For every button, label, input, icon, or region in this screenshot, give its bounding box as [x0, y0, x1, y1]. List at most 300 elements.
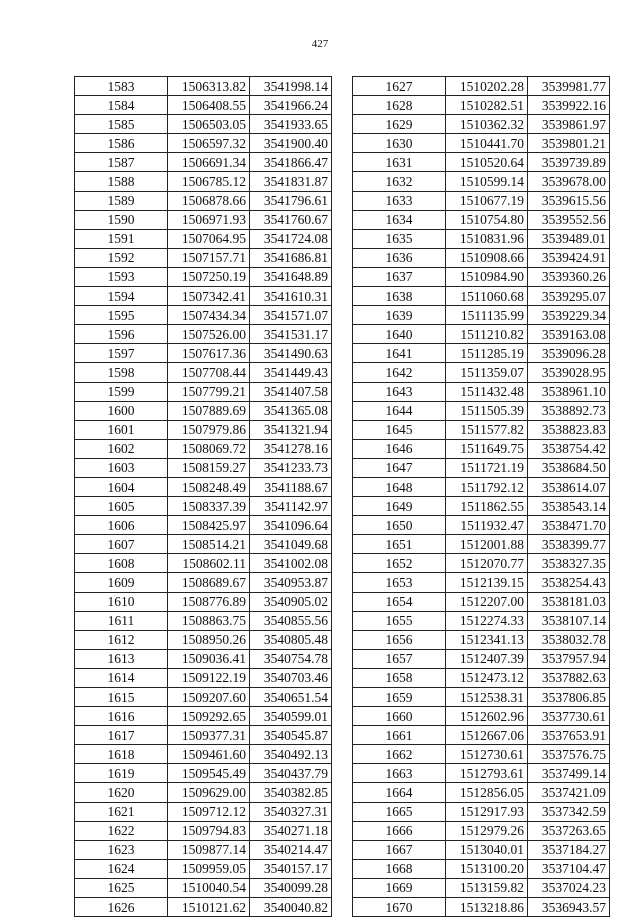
- y-coordinate-cell: 3540855.56: [250, 611, 332, 630]
- y-coordinate-cell: 3541966.24: [250, 96, 332, 115]
- y-coordinate-cell: 3538399.77: [528, 535, 610, 554]
- x-coordinate-cell: 1512139.15: [446, 573, 528, 592]
- table-row: [75, 859, 332, 878]
- table-row: [353, 649, 610, 668]
- point-number-cell: 1625: [75, 878, 168, 897]
- y-coordinate-cell: 3538181.03: [528, 592, 610, 611]
- y-coordinate-cell: 3541049.68: [250, 535, 332, 554]
- table-row: [75, 783, 332, 802]
- x-coordinate-cell: 1511060.68: [446, 287, 528, 306]
- y-coordinate-cell: 3541142.97: [250, 497, 332, 516]
- x-coordinate-cell: 1509377.31: [168, 726, 250, 745]
- y-coordinate-cell: 3537024.23: [528, 878, 610, 897]
- point-number-cell: 1598: [75, 363, 168, 382]
- x-coordinate-cell: 1506691.34: [168, 153, 250, 172]
- table-row: [353, 802, 610, 821]
- page-number: 427: [311, 38, 329, 50]
- table-row: [353, 191, 610, 210]
- y-coordinate-cell: 3537104.47: [528, 859, 610, 878]
- y-coordinate-cell: 3541096.64: [250, 516, 332, 535]
- point-number-cell: 1631: [353, 153, 446, 172]
- x-coordinate-cell: 1509712.12: [168, 802, 250, 821]
- y-coordinate-cell: 3540703.46: [250, 668, 332, 687]
- point-number-cell: 1597: [75, 344, 168, 363]
- table-row: [353, 210, 610, 229]
- point-number-cell: 1657: [353, 649, 446, 668]
- y-coordinate-cell: 3540099.28: [250, 878, 332, 897]
- table-row: [353, 77, 610, 96]
- point-number-cell: 1664: [353, 783, 446, 802]
- y-coordinate-cell: 3538961.10: [528, 382, 610, 401]
- x-coordinate-cell: 1512602.96: [446, 707, 528, 726]
- y-coordinate-cell: 3540805.48: [250, 630, 332, 649]
- table-row: [353, 592, 610, 611]
- point-number-cell: 1640: [353, 325, 446, 344]
- table-row: [75, 745, 332, 764]
- y-coordinate-cell: 3538543.14: [528, 497, 610, 516]
- table-row: [353, 745, 610, 764]
- x-coordinate-cell: 1512070.77: [446, 554, 528, 573]
- table-row: [353, 573, 610, 592]
- point-number-cell: 1624: [75, 859, 168, 878]
- x-coordinate-cell: 1512274.33: [446, 611, 528, 630]
- y-coordinate-cell: 3540754.78: [250, 649, 332, 668]
- x-coordinate-cell: 1506785.12: [168, 172, 250, 191]
- y-coordinate-cell: 3540437.79: [250, 764, 332, 783]
- x-coordinate-cell: 1513100.20: [446, 859, 528, 878]
- table-row: [353, 516, 610, 535]
- table-row: [75, 726, 332, 745]
- table-row: [75, 439, 332, 458]
- y-coordinate-cell: 3540492.13: [250, 745, 332, 764]
- table-row: [75, 821, 332, 840]
- point-number-cell: 1635: [353, 229, 446, 248]
- point-number-cell: 1655: [353, 611, 446, 630]
- point-number-cell: 1632: [353, 172, 446, 191]
- table-row: [75, 764, 332, 783]
- table-row: [75, 172, 332, 191]
- y-coordinate-cell: 3539552.56: [528, 210, 610, 229]
- x-coordinate-cell: 1512667.06: [446, 726, 528, 745]
- y-coordinate-cell: 3541998.14: [250, 77, 332, 96]
- point-number-cell: 1595: [75, 306, 168, 325]
- x-coordinate-cell: 1507064.95: [168, 229, 250, 248]
- x-coordinate-cell: 1507708.44: [168, 363, 250, 382]
- table-row: [353, 898, 610, 917]
- table-row: [353, 115, 610, 134]
- point-number-cell: 1618: [75, 745, 168, 764]
- y-coordinate-cell: 3541278.16: [250, 439, 332, 458]
- table-row: [353, 363, 610, 382]
- table-row: [75, 497, 332, 516]
- point-number-cell: 1607: [75, 535, 168, 554]
- point-number-cell: 1643: [353, 382, 446, 401]
- point-number-cell: 1604: [75, 477, 168, 496]
- x-coordinate-cell: 1506503.05: [168, 115, 250, 134]
- point-number-cell: 1606: [75, 516, 168, 535]
- table-row: [353, 668, 610, 687]
- point-number-cell: 1583: [75, 77, 168, 96]
- point-number-cell: 1630: [353, 134, 446, 153]
- x-coordinate-cell: 1506313.82: [168, 77, 250, 96]
- table-row: [75, 535, 332, 554]
- point-number-cell: 1647: [353, 458, 446, 477]
- table-row: [353, 458, 610, 477]
- point-number-cell: 1649: [353, 497, 446, 516]
- table-row: [75, 344, 332, 363]
- y-coordinate-cell: 3538327.35: [528, 554, 610, 573]
- point-number-cell: 1622: [75, 821, 168, 840]
- y-coordinate-cell: 3540040.82: [250, 898, 332, 917]
- point-number-cell: 1590: [75, 210, 168, 229]
- point-number-cell: 1601: [75, 420, 168, 439]
- x-coordinate-cell: 1511862.55: [446, 497, 528, 516]
- x-coordinate-cell: 1510121.62: [168, 898, 250, 917]
- x-coordinate-cell: 1511432.48: [446, 382, 528, 401]
- y-coordinate-cell: 3537499.14: [528, 764, 610, 783]
- x-coordinate-cell: 1508514.21: [168, 535, 250, 554]
- x-coordinate-cell: 1507250.19: [168, 267, 250, 286]
- point-number-cell: 1587: [75, 153, 168, 172]
- table-row: [75, 229, 332, 248]
- point-number-cell: 1663: [353, 764, 446, 783]
- x-coordinate-cell: 1507526.00: [168, 325, 250, 344]
- x-coordinate-cell: 1512473.12: [446, 668, 528, 687]
- x-coordinate-cell: 1506597.32: [168, 134, 250, 153]
- table-row: [353, 821, 610, 840]
- y-coordinate-cell: 3539163.08: [528, 325, 610, 344]
- point-number-cell: 1639: [353, 306, 446, 325]
- point-number-cell: 1612: [75, 630, 168, 649]
- x-coordinate-cell: 1509122.19: [168, 668, 250, 687]
- x-coordinate-cell: 1510677.19: [446, 191, 528, 210]
- point-number-cell: 1633: [353, 191, 446, 210]
- x-coordinate-cell: 1510362.32: [446, 115, 528, 134]
- x-coordinate-cell: 1511932.47: [446, 516, 528, 535]
- point-number-cell: 1661: [353, 726, 446, 745]
- table-row: [75, 115, 332, 134]
- x-coordinate-cell: 1510520.64: [446, 153, 528, 172]
- point-number-cell: 1623: [75, 840, 168, 859]
- point-number-cell: 1593: [75, 267, 168, 286]
- y-coordinate-cell: 3537421.09: [528, 783, 610, 802]
- y-coordinate-cell: 3540545.87: [250, 726, 332, 745]
- table-row: [353, 420, 610, 439]
- table-row: [353, 248, 610, 267]
- x-coordinate-cell: 1507799.21: [168, 382, 250, 401]
- x-coordinate-cell: 1513040.01: [446, 840, 528, 859]
- y-coordinate-cell: 3539922.16: [528, 96, 610, 115]
- y-coordinate-cell: 3537730.61: [528, 707, 610, 726]
- table-row: [75, 267, 332, 286]
- y-coordinate-cell: 3541490.63: [250, 344, 332, 363]
- y-coordinate-cell: 3538684.50: [528, 458, 610, 477]
- point-number-cell: 1642: [353, 363, 446, 382]
- table-row: [75, 630, 332, 649]
- y-coordinate-cell: 3539028.95: [528, 363, 610, 382]
- y-coordinate-cell: 3539739.89: [528, 153, 610, 172]
- point-number-cell: 1666: [353, 821, 446, 840]
- point-number-cell: 1634: [353, 210, 446, 229]
- point-number-cell: 1628: [353, 96, 446, 115]
- y-coordinate-cell: 3538107.14: [528, 611, 610, 630]
- y-coordinate-cell: 3539801.21: [528, 134, 610, 153]
- x-coordinate-cell: 1507434.34: [168, 306, 250, 325]
- y-coordinate-cell: 3539678.00: [528, 172, 610, 191]
- x-coordinate-cell: 1508689.67: [168, 573, 250, 592]
- x-coordinate-cell: 1508602.11: [168, 554, 250, 573]
- point-number-cell: 1602: [75, 439, 168, 458]
- y-coordinate-cell: 3537184.27: [528, 840, 610, 859]
- x-coordinate-cell: 1513159.82: [446, 878, 528, 897]
- y-coordinate-cell: 3541760.67: [250, 210, 332, 229]
- point-number-cell: 1614: [75, 668, 168, 687]
- y-coordinate-cell: 3539861.97: [528, 115, 610, 134]
- point-number-cell: 1621: [75, 802, 168, 821]
- table-row: [353, 535, 610, 554]
- coordinates-table-right: [352, 76, 610, 917]
- point-number-cell: 1644: [353, 401, 446, 420]
- point-number-cell: 1585: [75, 115, 168, 134]
- table-row: [353, 382, 610, 401]
- y-coordinate-cell: 3539360.26: [528, 267, 610, 286]
- y-coordinate-cell: 3540905.02: [250, 592, 332, 611]
- point-number-cell: 1665: [353, 802, 446, 821]
- table-row: [75, 840, 332, 859]
- table-row: [75, 401, 332, 420]
- point-number-cell: 1654: [353, 592, 446, 611]
- x-coordinate-cell: 1510599.14: [446, 172, 528, 191]
- x-coordinate-cell: 1506878.66: [168, 191, 250, 210]
- x-coordinate-cell: 1511649.75: [446, 439, 528, 458]
- point-number-cell: 1627: [353, 77, 446, 96]
- y-coordinate-cell: 3541724.08: [250, 229, 332, 248]
- x-coordinate-cell: 1512979.26: [446, 821, 528, 840]
- table-row: [75, 248, 332, 267]
- table-row: [353, 726, 610, 745]
- point-number-cell: 1648: [353, 477, 446, 496]
- x-coordinate-cell: 1512730.61: [446, 745, 528, 764]
- table-row: [353, 630, 610, 649]
- y-coordinate-cell: 3540271.18: [250, 821, 332, 840]
- y-coordinate-cell: 3540214.47: [250, 840, 332, 859]
- table-row: [353, 401, 610, 420]
- y-coordinate-cell: 3541866.47: [250, 153, 332, 172]
- y-coordinate-cell: 3539229.34: [528, 306, 610, 325]
- table-row: [75, 573, 332, 592]
- x-coordinate-cell: 1512917.93: [446, 802, 528, 821]
- x-coordinate-cell: 1509959.05: [168, 859, 250, 878]
- table-row: [353, 134, 610, 153]
- point-number-cell: 1609: [75, 573, 168, 592]
- point-number-cell: 1645: [353, 420, 446, 439]
- x-coordinate-cell: 1506408.55: [168, 96, 250, 115]
- table-row: [75, 649, 332, 668]
- table-row: [75, 191, 332, 210]
- y-coordinate-cell: 3538254.43: [528, 573, 610, 592]
- coordinates-table-left: [74, 76, 332, 917]
- point-number-cell: 1651: [353, 535, 446, 554]
- x-coordinate-cell: 1508069.72: [168, 439, 250, 458]
- point-number-cell: 1620: [75, 783, 168, 802]
- y-coordinate-cell: 3539295.07: [528, 287, 610, 306]
- table-row: [353, 878, 610, 897]
- table-row: [75, 707, 332, 726]
- y-coordinate-cell: 3539615.56: [528, 191, 610, 210]
- table-row: [353, 306, 610, 325]
- y-coordinate-cell: 3538754.42: [528, 439, 610, 458]
- table-row: [353, 325, 610, 344]
- y-coordinate-cell: 3540651.54: [250, 688, 332, 707]
- y-coordinate-cell: 3538823.83: [528, 420, 610, 439]
- x-coordinate-cell: 1509794.83: [168, 821, 250, 840]
- x-coordinate-cell: 1512341.13: [446, 630, 528, 649]
- point-number-cell: 1613: [75, 649, 168, 668]
- x-coordinate-cell: 1509877.14: [168, 840, 250, 859]
- x-coordinate-cell: 1512407.39: [446, 649, 528, 668]
- y-coordinate-cell: 3541365.08: [250, 401, 332, 420]
- table-row: [75, 898, 332, 917]
- y-coordinate-cell: 3541831.87: [250, 172, 332, 191]
- point-number-cell: 1667: [353, 840, 446, 859]
- table-row: [75, 878, 332, 897]
- y-coordinate-cell: 3540382.85: [250, 783, 332, 802]
- y-coordinate-cell: 3537882.63: [528, 668, 610, 687]
- table-row: [75, 477, 332, 496]
- x-coordinate-cell: 1510908.66: [446, 248, 528, 267]
- point-number-cell: 1599: [75, 382, 168, 401]
- table-row: [75, 153, 332, 172]
- table-row: [75, 325, 332, 344]
- point-number-cell: 1592: [75, 248, 168, 267]
- table-row: [75, 592, 332, 611]
- table-row: [75, 554, 332, 573]
- x-coordinate-cell: 1512001.88: [446, 535, 528, 554]
- x-coordinate-cell: 1509461.60: [168, 745, 250, 764]
- y-coordinate-cell: 3537653.91: [528, 726, 610, 745]
- table-row: [353, 783, 610, 802]
- x-coordinate-cell: 1510441.70: [446, 134, 528, 153]
- point-number-cell: 1659: [353, 688, 446, 707]
- x-coordinate-cell: 1507342.41: [168, 287, 250, 306]
- y-coordinate-cell: 3541002.08: [250, 554, 332, 573]
- x-coordinate-cell: 1511135.99: [446, 306, 528, 325]
- y-coordinate-cell: 3541686.81: [250, 248, 332, 267]
- point-number-cell: 1617: [75, 726, 168, 745]
- y-coordinate-cell: 3537342.59: [528, 802, 610, 821]
- point-number-cell: 1637: [353, 267, 446, 286]
- table-row: [353, 859, 610, 878]
- table-row: [75, 134, 332, 153]
- point-number-cell: 1594: [75, 287, 168, 306]
- y-coordinate-cell: 3539489.01: [528, 229, 610, 248]
- x-coordinate-cell: 1512793.61: [446, 764, 528, 783]
- y-coordinate-cell: 3540327.31: [250, 802, 332, 821]
- point-number-cell: 1660: [353, 707, 446, 726]
- y-coordinate-cell: 3538032.78: [528, 630, 610, 649]
- table-row: [353, 554, 610, 573]
- y-coordinate-cell: 3541531.17: [250, 325, 332, 344]
- x-coordinate-cell: 1508776.89: [168, 592, 250, 611]
- point-number-cell: 1652: [353, 554, 446, 573]
- y-coordinate-cell: 3541449.43: [250, 363, 332, 382]
- x-coordinate-cell: 1512856.05: [446, 783, 528, 802]
- table-row: [353, 688, 610, 707]
- y-coordinate-cell: 3541796.61: [250, 191, 332, 210]
- x-coordinate-cell: 1513218.86: [446, 898, 528, 917]
- x-coordinate-cell: 1511210.82: [446, 325, 528, 344]
- y-coordinate-cell: 3540599.01: [250, 707, 332, 726]
- table-row: [75, 382, 332, 401]
- table-row: [75, 802, 332, 821]
- table-row: [353, 287, 610, 306]
- point-number-cell: 1629: [353, 115, 446, 134]
- x-coordinate-cell: 1507617.36: [168, 344, 250, 363]
- point-number-cell: 1608: [75, 554, 168, 573]
- table-row: [353, 707, 610, 726]
- table-row: [75, 516, 332, 535]
- y-coordinate-cell: 3540157.17: [250, 859, 332, 878]
- y-coordinate-cell: 3541233.73: [250, 458, 332, 477]
- x-coordinate-cell: 1509292.65: [168, 707, 250, 726]
- x-coordinate-cell: 1510754.80: [446, 210, 528, 229]
- x-coordinate-cell: 1507157.71: [168, 248, 250, 267]
- table-row: [353, 764, 610, 783]
- table-row: [353, 840, 610, 859]
- table-row: [353, 267, 610, 286]
- table-row: [75, 210, 332, 229]
- table-row: [75, 363, 332, 382]
- y-coordinate-cell: 3541321.94: [250, 420, 332, 439]
- point-number-cell: 1596: [75, 325, 168, 344]
- y-coordinate-cell: 3538892.73: [528, 401, 610, 420]
- table-row: [353, 344, 610, 363]
- x-coordinate-cell: 1510202.28: [446, 77, 528, 96]
- x-coordinate-cell: 1511285.19: [446, 344, 528, 363]
- x-coordinate-cell: 1512207.00: [446, 592, 528, 611]
- point-number-cell: 1584: [75, 96, 168, 115]
- point-number-cell: 1589: [75, 191, 168, 210]
- y-coordinate-cell: 3541188.67: [250, 477, 332, 496]
- x-coordinate-cell: 1509545.49: [168, 764, 250, 783]
- point-number-cell: 1616: [75, 707, 168, 726]
- point-number-cell: 1656: [353, 630, 446, 649]
- y-coordinate-cell: 3537576.75: [528, 745, 610, 764]
- point-number-cell: 1662: [353, 745, 446, 764]
- point-number-cell: 1668: [353, 859, 446, 878]
- point-number-cell: 1670: [353, 898, 446, 917]
- table-row: [353, 439, 610, 458]
- y-coordinate-cell: 3536943.57: [528, 898, 610, 917]
- point-number-cell: 1603: [75, 458, 168, 477]
- point-number-cell: 1636: [353, 248, 446, 267]
- table-row: [353, 477, 610, 496]
- table-row: [75, 611, 332, 630]
- y-coordinate-cell: 3539424.91: [528, 248, 610, 267]
- table-row: [75, 287, 332, 306]
- x-coordinate-cell: 1510282.51: [446, 96, 528, 115]
- point-number-cell: 1653: [353, 573, 446, 592]
- y-coordinate-cell: 3541571.07: [250, 306, 332, 325]
- table-row: [353, 172, 610, 191]
- y-coordinate-cell: 3540953.87: [250, 573, 332, 592]
- y-coordinate-cell: 3541648.89: [250, 267, 332, 286]
- table-row: [353, 611, 610, 630]
- y-coordinate-cell: 3538471.70: [528, 516, 610, 535]
- x-coordinate-cell: 1511792.12: [446, 477, 528, 496]
- x-coordinate-cell: 1509036.41: [168, 649, 250, 668]
- table-row: [353, 153, 610, 172]
